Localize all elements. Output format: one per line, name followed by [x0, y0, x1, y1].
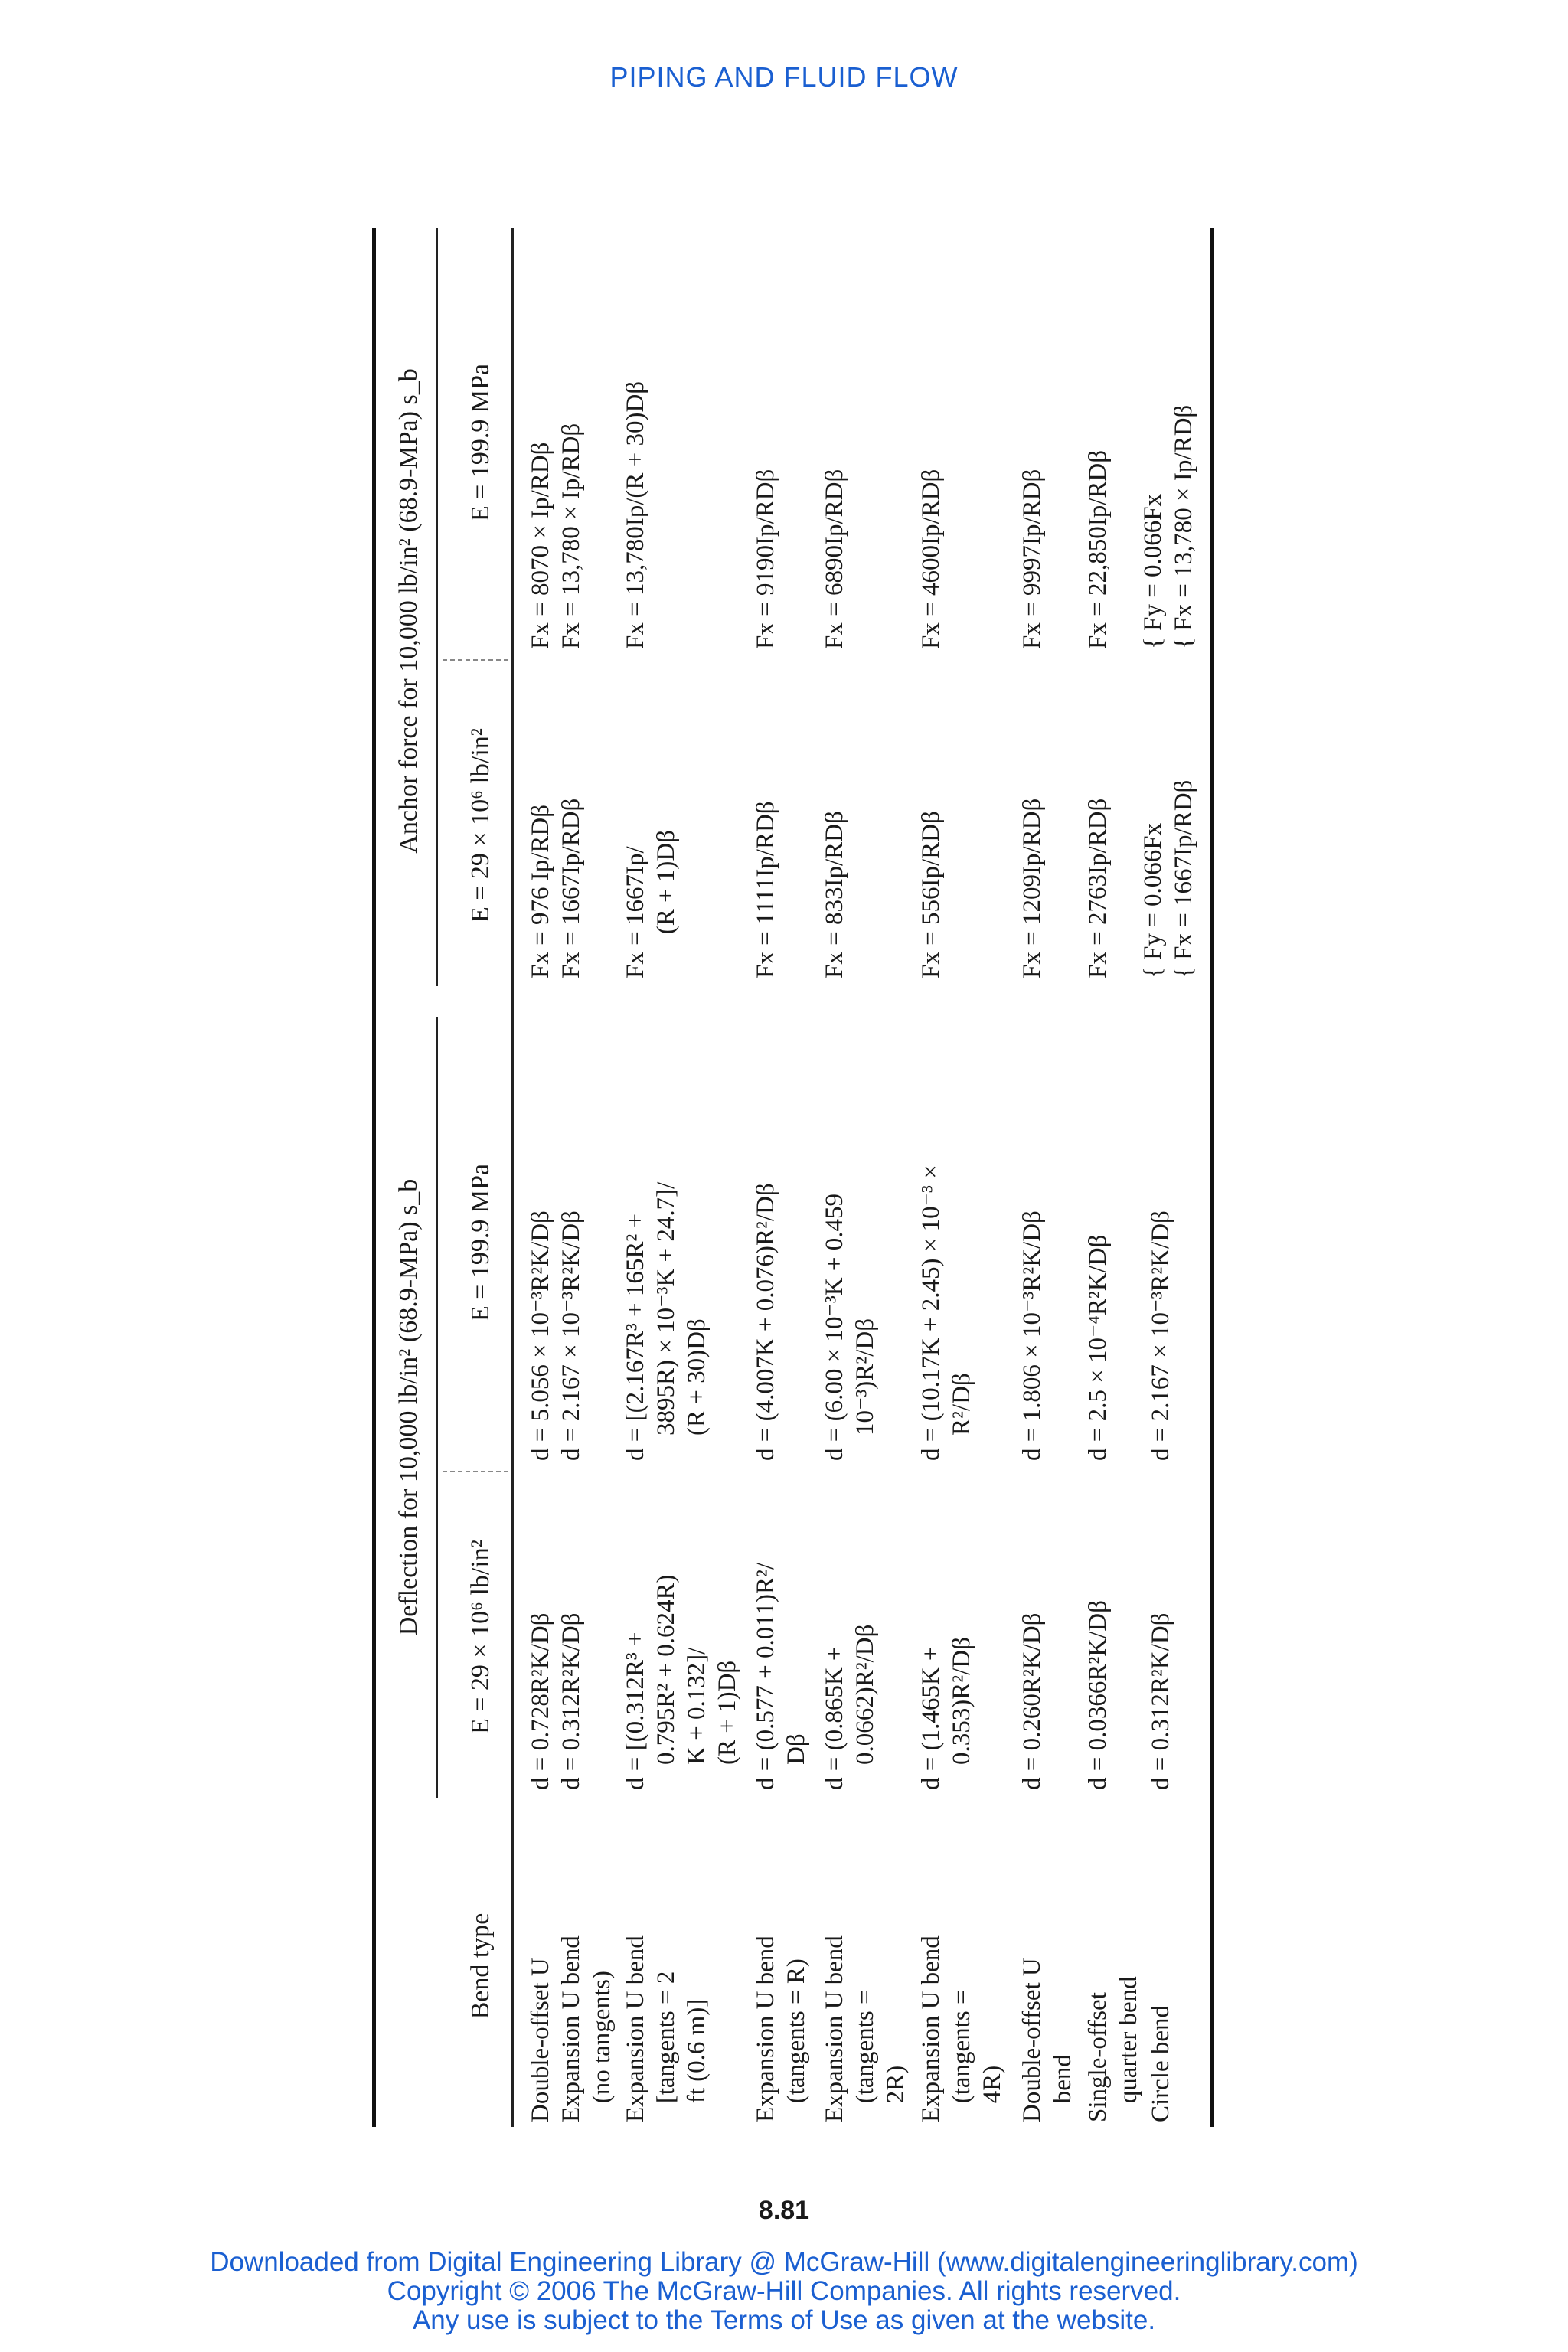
col-header-anch-e2: E = 199.9 MPa [466, 363, 495, 522]
group-header-deflection: Deflection for 10,000 lb/in² (68.9-MPa) s_b [394, 1178, 423, 1636]
table-cell-defl-e2: d = (10.17K + 2.45) × 10⁻³ × R²/Dβ [917, 1165, 975, 1461]
table-cell-anch-e2: Fx = 9190Ip/RDβ [752, 469, 779, 649]
table-cell-defl-e1: d = [(0.312R³ + 0.795R² + 0.624R) K + 0.132]/ (R + 1)Dβ [622, 1574, 741, 1790]
table-cell-bend-type: Expansion U bend [tangents = 2 ft (0.6 m)] [622, 1936, 710, 2122]
col-header-defl-e2: E = 199.9 MPa [466, 1163, 495, 1322]
table-cell-defl-e1: d = 0.728R²K/Dβ d = 0.312R²K/Dβ [527, 1612, 585, 1790]
table-cell-anch-e1: Fx = 1209Ip/RDβ [1018, 798, 1046, 978]
table-cell-defl-e2: d = 1.806 × 10⁻³R²K/Dβ [1018, 1210, 1046, 1461]
table-cell-defl-e2: d = 2.167 × 10⁻³R²K/Dβ [1147, 1210, 1174, 1461]
table-cell-anch-e2: { Fy = 0.066Fx { Fx = 13,780 × Ip/RDβ [1139, 404, 1197, 649]
footer-copyright-line: Copyright © 2006 The McGraw-Hill Companies. All rights reserved. [387, 2276, 1181, 2306]
table-cell-bend-type: Double-offset U Expansion U bend (no tangents) [527, 1936, 616, 2122]
table-cell-bend-type: Expansion U bend (tangents = 4R) [917, 1936, 1006, 2122]
col-header-bend-type: Bend type [466, 1913, 495, 2020]
table-cell-defl-e2: d = 5.056 × 10⁻³R²K/Dβ d = 2.167 × 10⁻³R²K/Dβ [527, 1210, 585, 1461]
table-cell-bend-type: Double-offset U bend [1018, 1958, 1076, 2122]
table-bottom-rule [1210, 228, 1214, 2127]
table-cell-defl-e2: d = [(2.167R³ + 165R² + 3895R) × 10⁻³K + 24.7]/ (R + 30)Dβ [622, 1181, 710, 1461]
table-cell-defl-e2: d = (6.00 × 10⁻³K + 0.459 10⁻³)R²/Dβ [821, 1194, 879, 1461]
footer-terms-line: Any use is subject to the Terms of Use as given at the website. [412, 2305, 1156, 2335]
col-header-defl-e1: E = 29 × 10⁶ lb/in² [466, 1540, 495, 1735]
header-bottom-rule [511, 228, 514, 2127]
table-cell-anch-e2: Fx = 4600Ip/RDβ [917, 469, 945, 649]
anchor-span-rule [436, 228, 438, 986]
running-head: PIPING AND FLUID FLOW [609, 61, 959, 93]
table-cell-anch-e2: Fx = 6890Ip/RDβ [821, 469, 848, 649]
table-cell-defl-e1: d = (0.577 + 0.011)R²/ Dβ [752, 1562, 810, 1790]
table-cell-bend-type: Expansion U bend (tangents = R) [752, 1936, 810, 2122]
table-cell-anch-e2: Fx = 13,780Ip/(R + 30)Dβ [622, 381, 649, 649]
table-cell-anch-e1: Fx = 1111Ip/RDβ [752, 801, 779, 978]
table-cell-bend-type: Expansion U bend (tangents = 2R) [821, 1936, 910, 2122]
table-cell-anch-e1: Fx = 1667Ip/ (R + 1)Dβ [622, 830, 680, 978]
table-cell-anch-e1: Fx = 2763Ip/RDβ [1084, 798, 1112, 978]
table-cell-anch-e2: Fx = 9997Ip/RDβ [1018, 469, 1046, 649]
header-divider [443, 1471, 508, 1472]
table-cell-anch-e1: Fx = 556Ip/RDβ [917, 811, 945, 978]
table-cell-bend-type: Circle bend [1147, 2004, 1174, 2122]
table-cell-defl-e2: d = 2.5 × 10⁻⁴R²K/Dβ [1084, 1234, 1112, 1461]
page-number: 8.81 [758, 2196, 810, 2225]
table-cell-anch-e1: Fx = 833Ip/RDβ [821, 811, 848, 978]
table-cell-defl-e1: d = (1.465K + 0.353)R²/Dβ [917, 1637, 975, 1790]
footer-download-line[interactable]: Downloaded from Digital Engineering Library @ McGraw-Hill (www.digitalengineeringlibrary.com) [210, 2247, 1358, 2277]
table-cell-defl-e1: d = 0.0366R²K/Dβ [1084, 1600, 1112, 1790]
bend-deflection-table [372, 228, 1214, 2127]
table-cell-defl-e2: d = (4.007K + 0.076)R²/Dβ [752, 1183, 779, 1461]
table-cell-anch-e2: Fx = 8070 × Ip/RDβ Fx = 13,780 × Ip/RDβ [527, 423, 585, 649]
table-cell-anch-e1: Fx = 976 Ip/RDβ Fx = 1667Ip/RDβ [527, 798, 585, 978]
group-header-anchor: Anchor force for 10,000 lb/in² (68.9-MPa) s_b [394, 368, 423, 854]
table-cell-defl-e1: d = 0.312R²K/Dβ [1147, 1612, 1174, 1790]
table-cell-bend-type: Single-offset quarter bend [1084, 1976, 1142, 2122]
table-cell-defl-e1: d = (0.865K + 0.0662)R²/Dβ [821, 1624, 879, 1790]
table-top-rule [372, 228, 376, 2127]
table-cell-anch-e1: { Fy = 0.066Fx { Fx = 1667Ip/RDβ [1139, 779, 1197, 978]
header-divider [443, 659, 508, 661]
deflection-span-rule [436, 1017, 438, 1798]
table-cell-defl-e1: d = 0.260R²K/Dβ [1018, 1612, 1046, 1790]
col-header-anch-e1: E = 29 × 10⁶ lb/in² [466, 728, 495, 923]
table-cell-anch-e2: Fx = 22,850Ip/RDβ [1084, 449, 1112, 649]
